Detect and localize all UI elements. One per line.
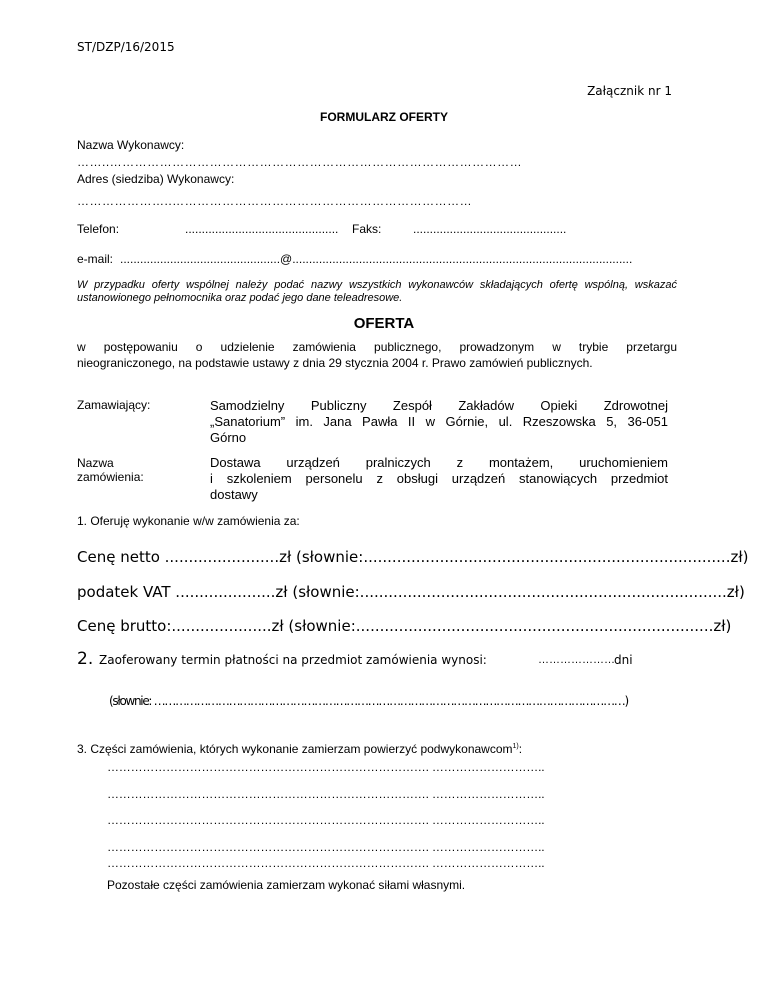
item-2-number: 2. (77, 649, 94, 669)
fax-field[interactable]: .............................................. (413, 222, 567, 236)
intro-line-2: nieograniczonego, na podstawie ustawy z dnia 29 stycznia 2004 r. Prawo zamówień publicznych. (77, 356, 593, 370)
subcontract-line-2[interactable]: ………………………………………………………………………. ……………………….. (107, 787, 545, 801)
payment-term-unit: dni (614, 653, 633, 667)
payment-words-text: (słownie: ……………………………………………………………………………………………………………………) (109, 694, 628, 708)
contractor-name-field[interactable]: ……..……………………………………………………………………………………… (77, 155, 523, 169)
intro-line-1: w postępowaniu o udzielenie zamówienia publicznego, prowadzonym w trybie przetargu (77, 340, 677, 354)
subcontract-line-5[interactable]: ………………………………………………………………………. ……………………….. (107, 856, 545, 870)
form-title: FORMULARZ OFERTY (320, 110, 448, 124)
joint-offer-note: W przypadku oferty wspólnej należy podać nazwy wszystkich wykonawców składających ofertę wspólną, wskazać ustanowionego pełnomocnika oraz podać jego dane teleadresowe. (77, 279, 677, 304)
annex-label: Załącznik nr 1 (587, 84, 672, 98)
item-3-text (77, 742, 522, 756)
order-name-label-1: Nazwa (77, 456, 114, 470)
contractor-address-field[interactable]: …………………..……………………………………………………………… (77, 194, 473, 208)
offer-title: OFERTA (353, 315, 415, 332)
own-forces-text: Pozostałe części zamówienia zamierzam wykonać siłami własnymi. (107, 878, 466, 892)
payment-term-field[interactable]: ………………… (538, 654, 615, 666)
order-name-line-2: i szkoleniem personelu z obsługi urządzeń stanowiących przedmiot (210, 471, 668, 486)
payment-term-text: Zaoferowany termin płatności na przedmiot zamówienia wynosi: (99, 653, 487, 667)
contractor-name-label: Nazwa Wykonawcy: (77, 138, 185, 152)
item-1-text: 1. Oferuję wykonanie w/w zamówienia za: (77, 514, 300, 528)
phone-label: Telefon: (77, 222, 120, 236)
order-name-line-1: Dostawa urządzeń pralniczych z montażem, uruchomieniem (210, 455, 668, 470)
document-code: ST/DZP/16/2015 (77, 40, 175, 54)
subcontract-line-1[interactable]: ………………………………………………………………………. ……………………….. (107, 760, 545, 774)
orderer-line-3: Górno (210, 430, 247, 445)
fax-label: Faks: (352, 222, 382, 236)
contractor-address-label: Adres (siedziba) Wykonawcy: (77, 172, 235, 186)
orderer-label: Zamawiający: (77, 398, 151, 412)
orderer-line-2: „Sanatorium” im. Jana Pawła II w Górnie, ul. Rzeszowska 5, 36-051 (210, 414, 668, 429)
item-3-colon: : (518, 742, 523, 756)
footnote-ref: 1) (512, 743, 519, 750)
gross-price-line[interactable]: Cenę brutto:.....................zł (słownie:...........................................................................zł) (77, 617, 732, 635)
order-name-line-3: dostawy (210, 487, 258, 502)
subcontract-line-4[interactable]: ………………………………………………………………………. ……………………….. (107, 840, 545, 854)
subcontract-line-3[interactable]: ………………………………………………………………………. ……………………….. (107, 813, 545, 827)
payment-words-line[interactable] (109, 694, 628, 708)
order-name-label-2: zamówienia: (77, 470, 144, 484)
email-field[interactable]: ................................................@...................................................................................................... (120, 252, 633, 266)
email-label: e-mail: (77, 252, 114, 266)
phone-field[interactable]: .............................................. (185, 222, 339, 236)
orderer-line-1: Samodzielny Publiczny Zespół Zakładów Opieki Zdrowotnej (210, 398, 668, 413)
item-3-label: 3. Części zamówienia, których wykonanie zamierzam powierzyć podwykonawcom (77, 742, 513, 756)
vat-line[interactable]: podatek VAT .....................zł (słownie:.............................................................................zł) (77, 583, 745, 601)
net-price-line[interactable]: Cenę netto ........................zł (słownie:.............................................................................zł) (77, 548, 749, 566)
